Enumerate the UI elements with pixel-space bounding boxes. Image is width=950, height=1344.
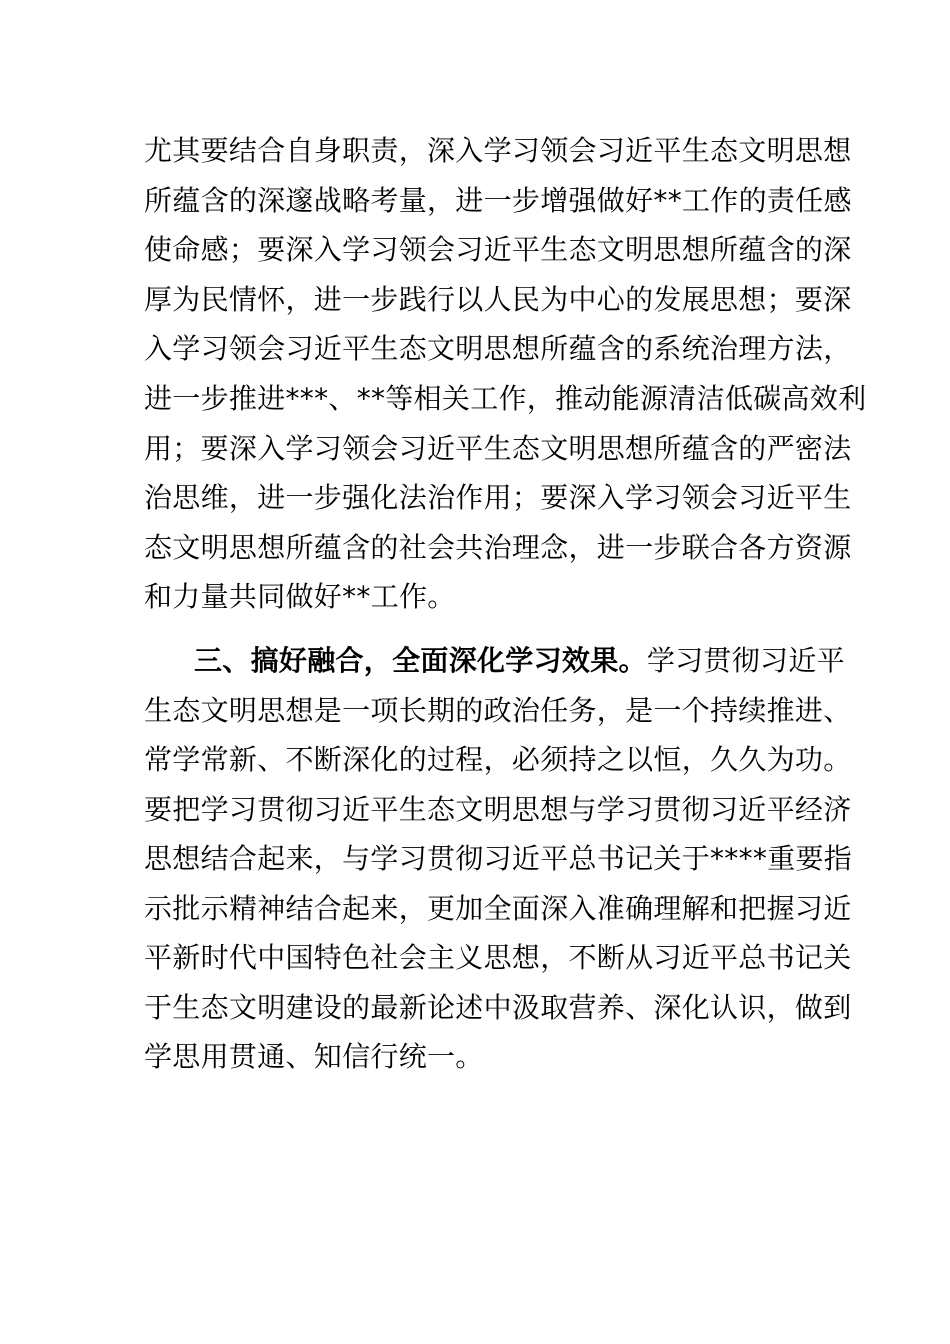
text-line: 态文明思想所蕴含的社会共治理念，进一步联合各方资源 [144, 531, 852, 564]
text-line: 和力量共同做好**工作。 [144, 580, 456, 613]
text-line: 于生态文明建设的最新论述中汲取营养、深化认识，做到 [144, 991, 852, 1024]
text-line: 厚为民情怀，进一步践行以人民为中心的发展思想；要深 [144, 283, 852, 316]
text-line: 要把学习贯彻习近平生态文明思想与学习贯彻习近平经济 [144, 793, 852, 826]
text-line: 进一步推进***、**等相关工作，推动能源清洁低碳高效利 [144, 382, 867, 415]
text-line: 尤其要结合自身职责，深入学习领会习近平生态文明思想 [144, 134, 852, 167]
text-line: 生态文明思想是一项长期的政治任务，是一个持续推进、 [144, 694, 852, 727]
section-heading: 三、搞好融合，全面深化学习效果。 [194, 644, 647, 677]
text-line: 所蕴含的深邃战略考量，进一步增强做好**工作的责任感 [144, 184, 852, 217]
text-line: 示批示精神结合起来，更加全面深入准确理解和把握习近 [144, 892, 852, 925]
text-line: 用；要深入学习领会习近平生态文明思想所蕴含的严密法 [144, 432, 852, 465]
text-line: 思想结合起来，与学习贯彻习近平总书记关于****重要指 [144, 842, 853, 875]
text-line: 平新时代中国特色社会主义思想，不断从习近平总书记关 [144, 941, 852, 974]
text-line: 治思维，进一步强化法治作用；要深入学习领会习近平生 [144, 481, 852, 514]
text-line: 使命感；要深入学习领会习近平生态文明思想所蕴含的深 [144, 233, 852, 266]
text-line: 入学习领会习近平生态文明思想所蕴含的系统治理方法， [144, 332, 852, 365]
section-heading-continuation: 学习贯彻习近平 [646, 644, 845, 677]
text-line: 常学常新、不断深化的过程，必须持之以恒，久久为功。 [144, 743, 852, 776]
section-first-line [194, 636, 845, 686]
text-line: 学思用贯通、知信行统一。 [144, 1040, 484, 1073]
